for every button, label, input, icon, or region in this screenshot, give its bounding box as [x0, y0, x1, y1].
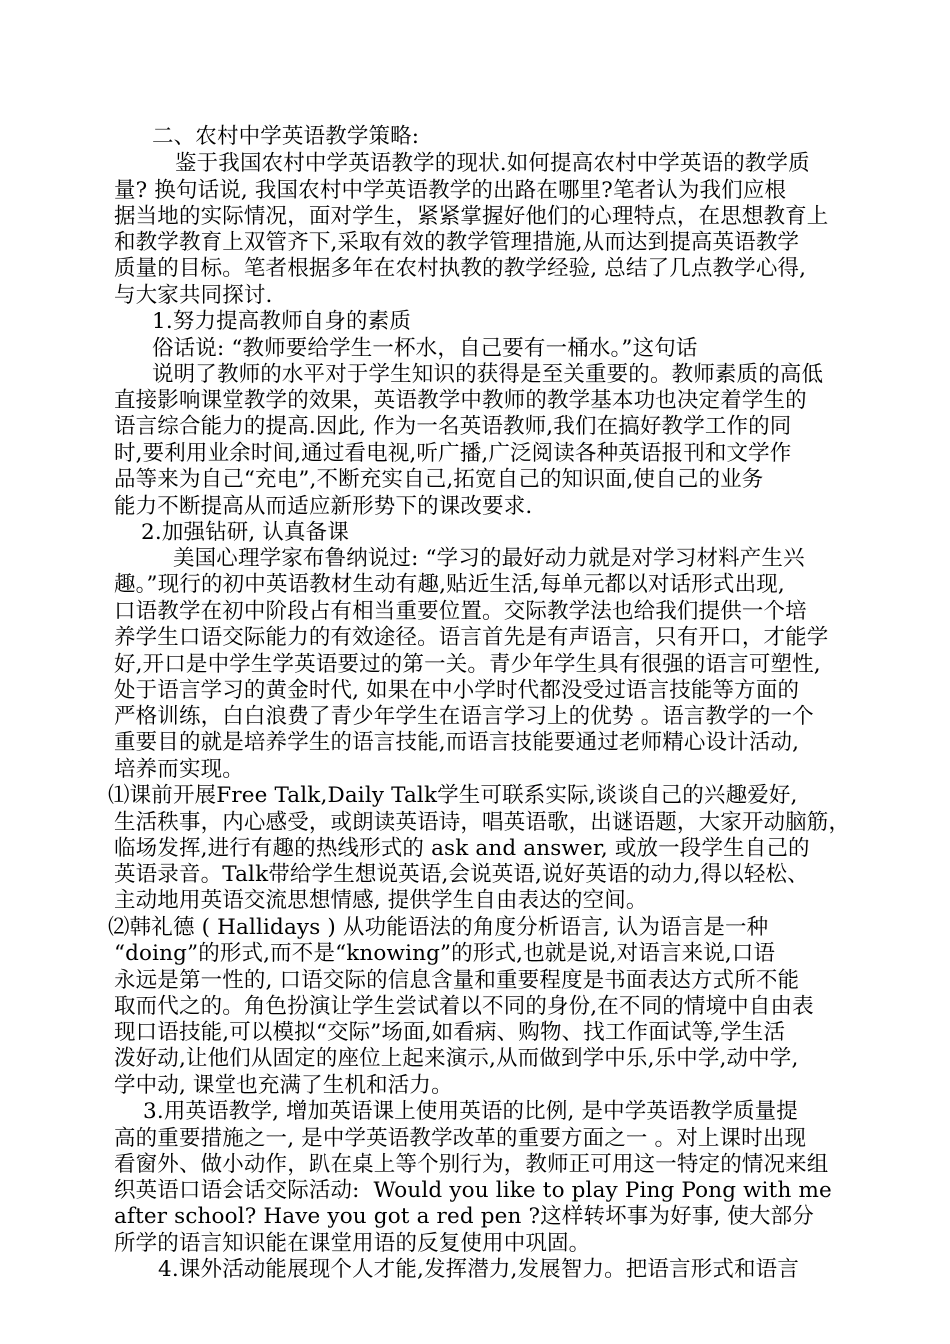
sub-item-line: 主动地用英语交流思想情感, 提供学生自由表达的空间。 — [114, 888, 648, 913]
sub-item-line: 永远是第一性的, 口语交际的信息含量和重要程度是书面表达方式所不能 — [114, 968, 800, 993]
paragraph-line: 养学生口语交际能力的有效途径。语言首先是有声语言，只有开口，才能学 — [114, 625, 829, 650]
paragraph-line: 说明了教师的水平对于学生知识的获得是至关重要的。教师素质的高低 — [152, 362, 824, 387]
sub-item-line: 学中动, 课堂也充满了生机和活力。 — [114, 1073, 453, 1098]
intro-line: 量? 换句话说, 我国农村中学英语教学的出路在哪里?笔者认为我们应根 — [114, 178, 787, 203]
intro-line: 和教学教育上双管齐下,采取有效的教学管理措施,从而达到提高英语教学 — [114, 230, 800, 255]
point3-line: 3.用英语教学, 增加英语课上使用英语的比例, 是中学英语教学质量提 — [143, 1099, 798, 1124]
point2-heading: 2.加强钻研, 认真备课 — [141, 520, 349, 545]
paragraph-line: 美国心理学家布鲁纳说过: “学习的最好动力就是对学习材料产生兴 — [173, 546, 805, 571]
point3-line: 所学的语言知识能在课堂用语的反复使用中巩固。 — [114, 1231, 591, 1256]
point1-heading: 1.努力提高教师自身的素质 — [152, 309, 411, 334]
sub-item-line: 现口语技能,可以模拟“交际”场面,如看病、购物、找工作面试等,学生活 — [114, 1020, 786, 1045]
paragraph-line: 能力不断提高从而适应新形势下的课改要求. — [114, 494, 533, 519]
paragraph-line: 培养而实现。 — [114, 757, 244, 782]
paragraph-line: 品等来为自己“充电”,不断充实自己,拓宽自己的知识面,使自己的业务 — [114, 467, 764, 492]
point3-line: 织英语口语会话交际活动: Would you like to play Ping Pong with me — [114, 1178, 832, 1203]
point3-line: 高的重要措施之一, 是中学英语教学改革的重要方面之一 。对上课时出现 — [114, 1126, 807, 1151]
sub-item-line: “doing”的形式,而不是“knowing”的形式,也就是说,对语言来说,口语 — [114, 941, 776, 966]
point3-line: after school? Have you got a red pen ?这样转坏事为好事, 使大部分 — [114, 1204, 814, 1229]
sub-item-line: ⑴课前开展Free Talk,Daily Talk学生可联系实际,谈谈自己的兴趣爱好, — [108, 783, 798, 808]
section-heading: 二、农村中学英语教学策略: — [152, 124, 420, 149]
intro-line: 鉴于我国农村中学英语教学的现状.如何提高农村中学英语的教学质 — [175, 151, 810, 176]
paragraph-line: 严格训练，白白浪费了青少年学生在语言学习上的优势 。语言教学的一个 — [114, 704, 814, 729]
paragraph-line: 口语教学在初中阶段占有相当重要位置。交际教学法也给我们提供一个培 — [114, 599, 807, 624]
paragraph-line: 处于语言学习的黄金时代, 如果在中小学时代都没受过语言技能等方面的 — [114, 678, 800, 703]
paragraph-line: 趣。”现行的初中英语教材生动有趣,贴近生活,每单元都以对话形式出现, — [114, 572, 785, 597]
sub-item-line: 生活秩事，内心感受，或朗读英语诗，唱英语歌，出谜语题，大家开动脑筋， — [114, 810, 851, 835]
sub-item-line: 泼好动,让他们从固定的座位上起来演示,从而做到学中乐,乐中学,动中学, — [114, 1046, 799, 1071]
intro-line: 质量的目标。笔者根据多年在农村执教的教学经验, 总结了几点教学心得, — [114, 256, 807, 281]
intro-line: 与大家共同探讨. — [114, 283, 273, 308]
point4-line: 4.课外活动能展现个人才能,发挥潜力,发展智力。把语言形式和语言 — [158, 1257, 799, 1282]
paragraph-line: 好,开口是中学生学英语要过的第一关。青少年学生具有很强的语言可塑性, — [114, 652, 821, 677]
sub-item-line: 英语录音。Talk带给学生想说英语,会说英语,说好英语的动力,得以轻松、 — [114, 862, 809, 887]
paragraph-line: 重要目的就是培养学生的语言技能,而语言技能要通过老师精心设计活动, — [114, 730, 800, 755]
sub-item-line: 取而代之的。角色扮演让学生尝试着以不同的身份,在不同的情境中自由表 — [114, 994, 814, 1019]
sub-item-line: 临场发挥,进行有趣的热线形式的 ask and answer, 或放一段学生自己的 — [114, 836, 810, 861]
paragraph-line: 俗话说: “教师要给学生一杯水，自己要有一桶水。”这句话 — [152, 336, 698, 361]
point3-line: 看窗外、做小动作，趴在桌上等个别行为，教师正可用这一特定的情况来组 — [114, 1152, 829, 1177]
paragraph-line: 时,要利用业余时间,通过看电视,听广播,广泛阅读各种英语报刊和文学作 — [114, 441, 792, 466]
paragraph-line: 语言综合能力的提高.因此, 作为一名英语教师,我们在搞好教学工作的同 — [114, 414, 792, 439]
sub-item-line: ⑵韩礼德 ( Hallidays ) 从功能语法的角度分析语言, 认为语言是一种 — [108, 915, 769, 940]
paragraph-line: 直接影响课堂教学的效果，英语教学中教师的教学基本功也决定着学生的 — [114, 388, 807, 413]
intro-line: 据当地的实际情况，面对学生，紧紧掌握好他们的心理特点，在思想教育上 — [114, 204, 829, 229]
